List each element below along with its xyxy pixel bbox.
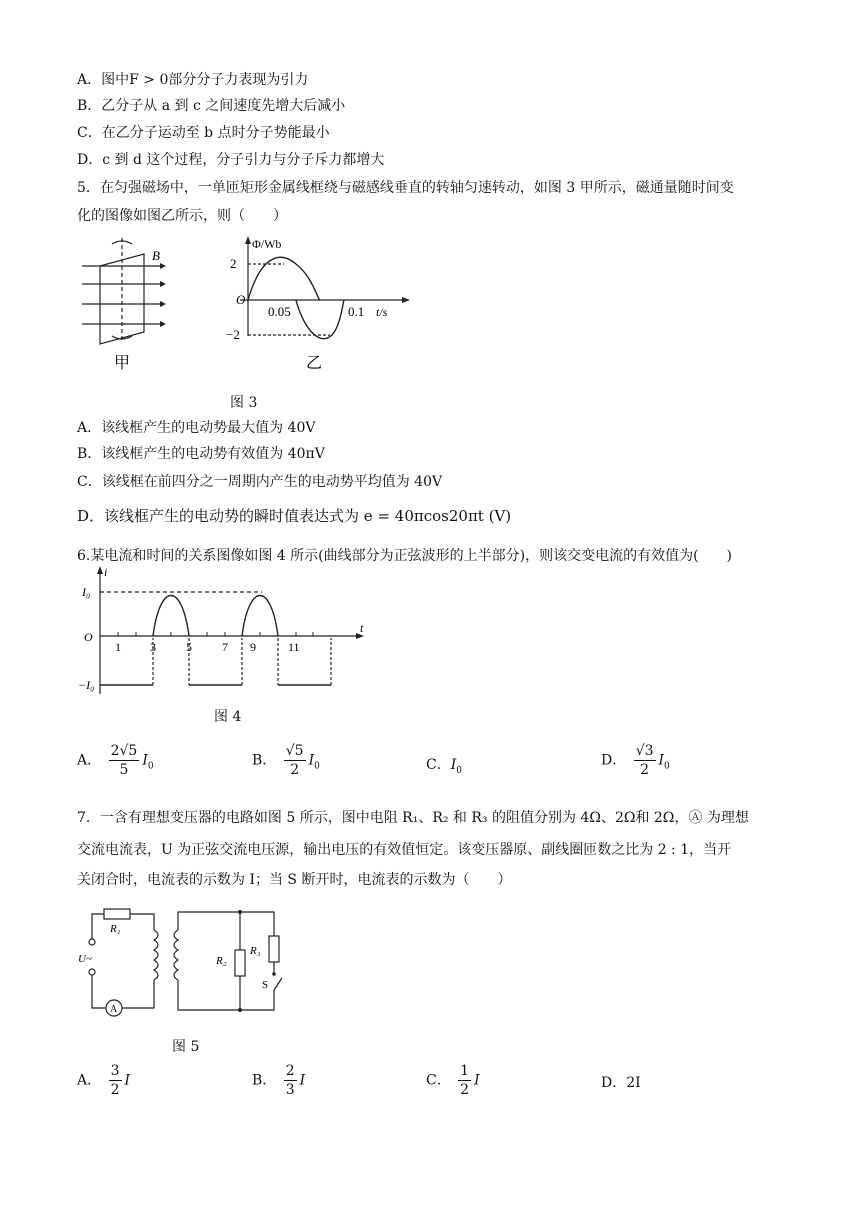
current-tick-pos: I₀ (82, 585, 91, 599)
q6-option-b-numerator: √5 (285, 743, 304, 759)
q6-option-a-var: I (142, 752, 148, 769)
figure-3-flux-graph (222, 236, 422, 376)
time-tick-11: 11 (288, 640, 300, 654)
figure-3-label-yi: 乙 (306, 355, 323, 372)
q6-option-a-numerator: 2√5 (110, 743, 138, 759)
q7-option-c-numerator: 1 (460, 1063, 470, 1079)
q4-option-d: D．c 到 d 这个过程，分子引力与分子斥力都增大 (77, 152, 385, 168)
circuit-ammeter-A: A (110, 1004, 118, 1015)
figure-4-caption: 图 4 (214, 709, 242, 725)
q5-option-c: C．该线框在前四分之一周期内产生的电动势平均值为 40V (77, 474, 443, 490)
q6-option-c (426, 754, 462, 776)
q7-option-a (77, 1062, 130, 1099)
flux-origin: O (236, 292, 246, 307)
q5-option-b: B．该线框产生的电动势有效值为 40πV (77, 446, 325, 462)
q7-stem-line3: 关闭合时，电流表的示数为 I；当 S 断开时，电流表的示数为（ ） (77, 872, 512, 888)
figure-3-label-B: B (152, 248, 160, 263)
q5-stem-line2: 化的图像如图乙所示，则（ ） (77, 208, 287, 224)
q4-option-b: B．乙分子从 a 到 c 之间速度先增大后减小 (77, 98, 346, 114)
q4-option-a: A．图中F > 0部分分子力表现为引力 (77, 72, 309, 88)
q6-option-b-denominator: 2 (290, 762, 300, 778)
q6-option-c-letter: C． (426, 757, 451, 773)
flux-tick-neg: −2 (226, 327, 240, 342)
q7-option-c-letter: C． (426, 1072, 451, 1089)
circuit-label-R2: R₂ (216, 955, 227, 967)
q5-stem-line1: 5．在匀强磁场中，一单匝矩形金属线框绕与磁感线垂直的转轴匀速转动，如图 3 甲所示，磁通量随时间变 (77, 180, 734, 196)
q7-option-d: D．2I (601, 1075, 641, 1091)
q6-option-c-sub: 0 (456, 765, 462, 776)
q7-option-b-var: I (299, 1072, 306, 1089)
q6-option-d-denominator: 2 (640, 762, 650, 778)
q7-option-b-numerator: 2 (285, 1063, 295, 1079)
q7-option-b (252, 1062, 305, 1099)
q6-option-d (601, 742, 670, 779)
figure-3-caption: 图 3 (230, 395, 258, 411)
circuit-label-R1: R₁ (110, 923, 121, 935)
q5-option-d: D．该线框产生的电动势的瞬时值表达式为 e = 40πcos20πt (V) (77, 507, 512, 525)
figure-3-coil-diagram (80, 236, 190, 376)
flux-tick-x2: 0.1 (348, 304, 365, 319)
figure-5-caption: 图 5 (172, 1039, 200, 1055)
q6-option-a-letter: A． (77, 752, 102, 769)
q7-stem-line1: 7．一含有理想变压器的电路如图 5 所示，图中电阻 R₁、R₂ 和 R₃ 的阻值分别为 4Ω、2Ω和 2Ω，Ⓐ 为理想 (77, 810, 749, 826)
q7-option-c-denominator: 2 (460, 1082, 470, 1098)
q7-option-c-var: I (474, 1072, 480, 1089)
current-tick-neg: −I₀ (78, 678, 95, 692)
time-axis-label: t (360, 621, 364, 635)
q6-option-a-sub: 0 (147, 761, 154, 772)
q6-stem: 6.某电流和时间的关系图像如图 4 所示(曲线部分为正弦波形的上半部分)，则该交变电流的有效值为( ) (77, 548, 733, 564)
q5-option-a: A．该线框产生的电动势最大值为 40V (77, 420, 316, 436)
circuit-label-S: S (262, 979, 269, 991)
q6-option-a (77, 742, 154, 779)
q7-option-b-denominator: 3 (285, 1082, 295, 1098)
q7-option-a-var: I (124, 1072, 131, 1089)
figure-5-transformer-circuit (78, 902, 298, 1022)
q7-option-c (426, 1062, 480, 1099)
flux-time-axis-label: t/s (376, 305, 388, 319)
q6-option-b-sub: 0 (314, 761, 320, 772)
q6-option-d-sub: 0 (664, 761, 670, 772)
q6-option-d-var: I (658, 752, 665, 769)
q6-option-a-denominator: 5 (119, 762, 129, 778)
q7-stem-line2: 交流电流表，U 为正弦交流电压源，输出电压的有效值恒定。该变压器原、副线圈匝数之比为 2 : 1，当开 (77, 842, 732, 858)
q6-option-b-letter: B． (252, 752, 277, 769)
flux-tick-x1: 0.05 (268, 304, 291, 319)
time-tick-3: 3 (150, 640, 156, 654)
circuit-label-U: U~ (78, 953, 92, 965)
time-tick-5: 5 (186, 640, 192, 654)
q4-option-c: C．在乙分子运动至 b 点时分子势能最小 (77, 125, 330, 141)
flux-axis-label: Φ/Wb (252, 237, 282, 251)
q7-option-a-letter: A． (77, 1072, 102, 1089)
q6-option-d-numerator: √3 (635, 743, 654, 759)
q6-option-c-var: I (450, 757, 457, 773)
flux-tick-pos: 2 (230, 256, 237, 271)
time-tick-7: 7 (222, 640, 228, 654)
q7-option-b-letter: B． (252, 1072, 277, 1089)
q6-option-b-var: I (308, 752, 315, 769)
current-axis-label: i (104, 565, 108, 579)
time-tick-9: 9 (250, 640, 256, 654)
q7-option-a-denominator: 2 (110, 1082, 120, 1098)
q6-option-d-letter: D． (601, 752, 627, 769)
time-tick-1: 1 (115, 640, 121, 654)
figure-3-label-jia: 甲 (114, 355, 131, 372)
q6-option-b (252, 742, 320, 779)
circuit-label-R3: R₃ (250, 945, 261, 957)
current-origin: O (84, 630, 93, 644)
figure-4-current-graph (80, 566, 370, 698)
q7-option-a-numerator: 3 (110, 1063, 120, 1079)
